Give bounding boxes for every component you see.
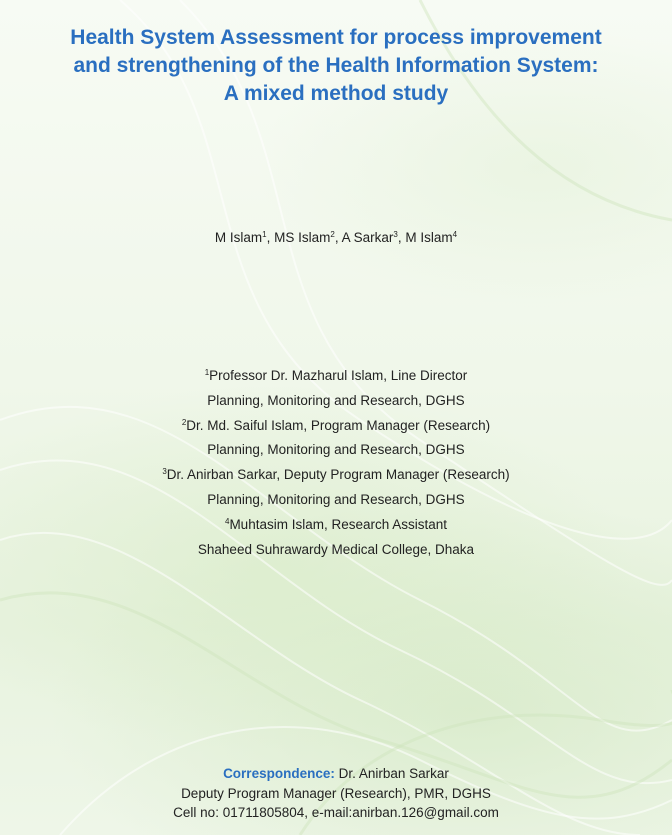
affiliation-list [0,367,672,565]
author-name: A Sarkar [341,230,394,245]
title-line-1: Health System Assessment for process improvement [70,26,602,49]
author-superscript: 4 [452,230,458,239]
affiliation-department: Planning, Monitoring and Research, DGHS [207,491,465,507]
title-line-3: A mixed method study [223,82,449,105]
affiliation-department: Planning, Monitoring and Research, DGHS [207,392,465,408]
affiliation-department: Shaheed Suhrawardy Medical College, Dhaka [197,541,475,557]
correspondence-label: Correspondence: [223,766,335,781]
author-superscript: 3 [393,230,398,239]
affiliation-name-role: $^4$Muhtasim Islam, Research Assistant [224,516,448,532]
affiliation-superscript: 2 [181,417,187,427]
correspondence-name: Dr. Anirban Sarkar [338,766,449,781]
correspondence-line [0,765,672,785]
author-list: M Islam$^1$, MS Islam$^2$, A Sarkar$^3$, M Islam$^4$ [214,230,458,245]
affiliation-superscript: 4 [224,516,230,526]
author-superscript: 1 [262,230,267,239]
document-title [20,24,652,108]
affiliation-superscript: 1 [204,368,210,377]
author-name: M Islam [405,230,453,245]
correspondence-role: Deputy Program Manager (Research), PMR, DGHS [181,785,491,801]
title-line-2: and strengthening of the Health Information System: [73,54,599,77]
affiliation-name-role: $^2$Dr. Md. Saiful Islam, Program Manager (Research) [181,417,491,433]
affiliation-superscript: 3 [162,467,167,477]
correspondence-block [0,765,672,824]
author-superscript: 2 [330,230,335,239]
affiliation-name-role: $^1$Professor Dr. Mazharul Islam, Line Director [204,368,468,383]
author-name: M Islam [214,230,263,245]
affiliation-department: Planning, Monitoring and Research, DGHS [207,442,465,458]
correspondence-contact: Cell no: 01711805804, e-mail:anirban.126@gmail.com [173,805,499,820]
author-name: MS Islam [274,230,331,245]
affiliation-name-role: $^3$Dr. Anirban Sarkar, Deputy Program Manager (Research) [162,467,510,483]
